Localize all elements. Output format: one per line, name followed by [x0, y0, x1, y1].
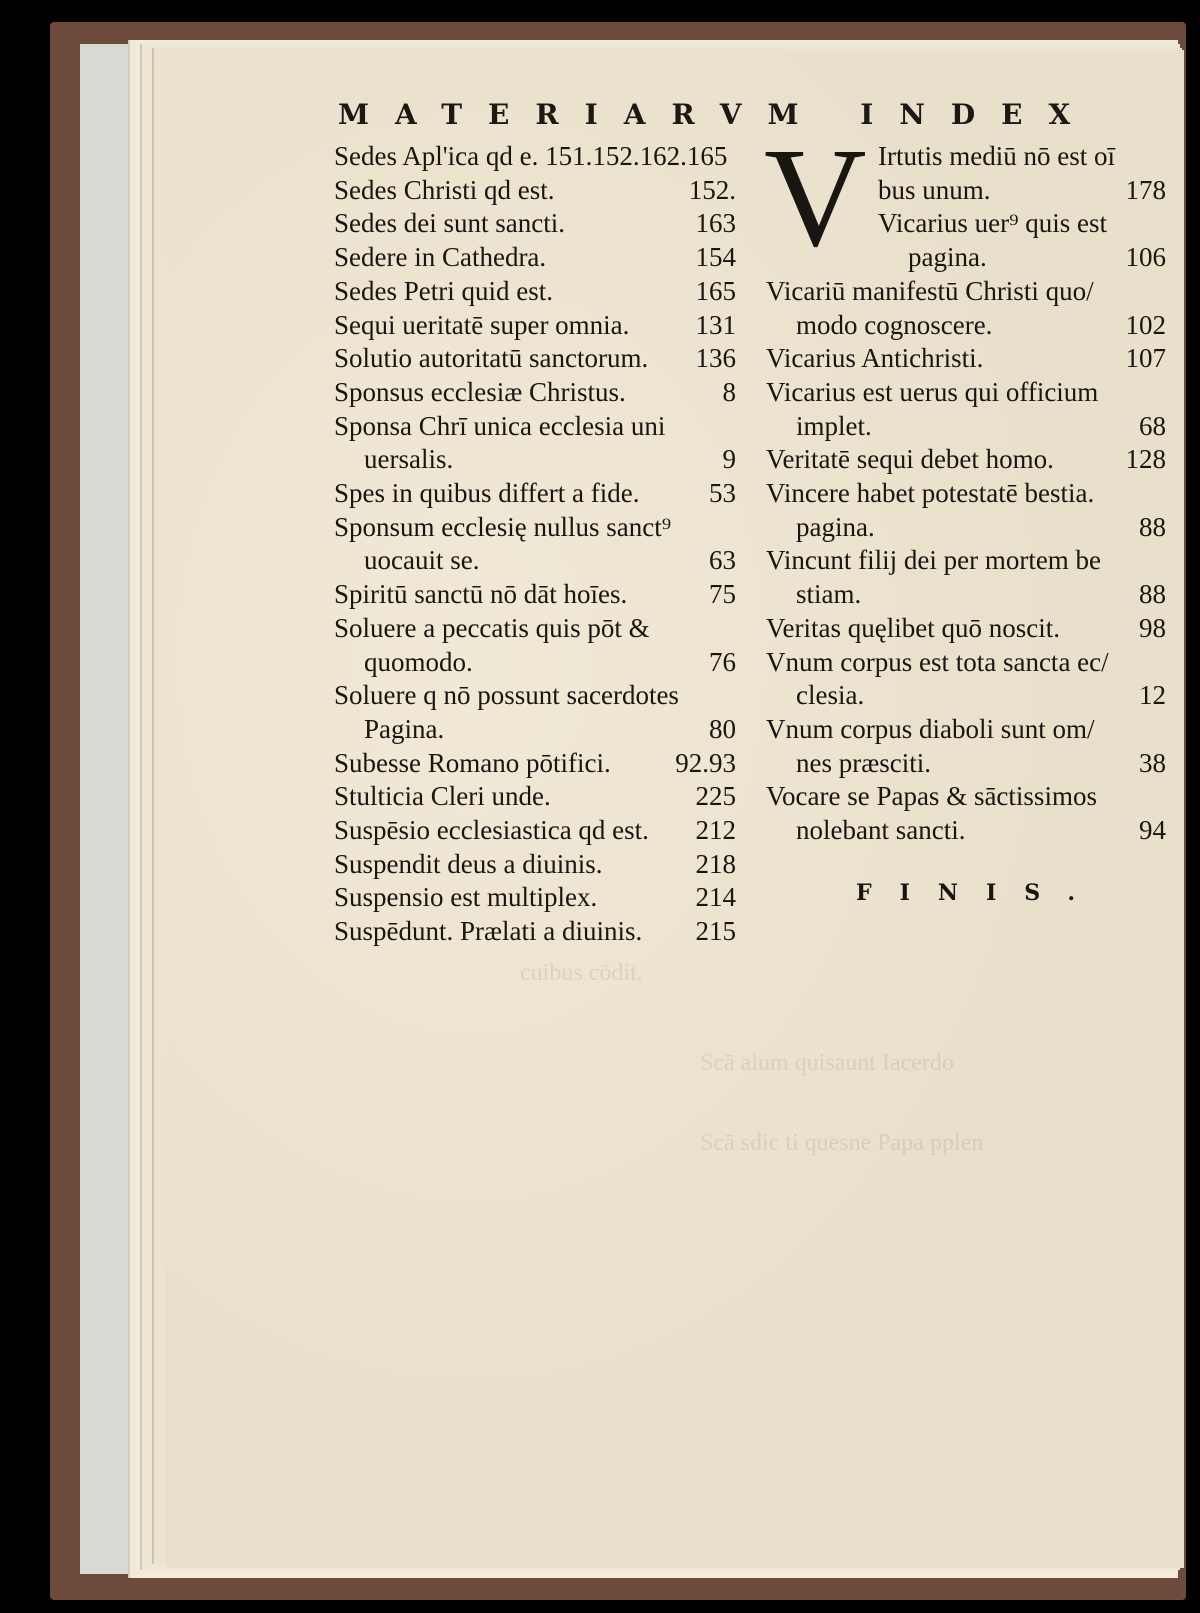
- entry-text: Sedes dei sunt sancti.: [334, 208, 565, 239]
- entry-line: [334, 174, 736, 208]
- entry-line: [334, 511, 736, 545]
- entry-line: [334, 544, 736, 578]
- entry-line: [334, 679, 736, 713]
- entry-line: [334, 612, 736, 646]
- entry-text: Sedere in Cathedra.: [334, 242, 547, 273]
- index-entry: [766, 612, 1166, 646]
- entry-line: [766, 713, 1166, 747]
- entry-text: uersalis.: [364, 444, 454, 475]
- entry-text: Sponsus ecclesiæ Christus.: [334, 376, 626, 407]
- entry-line: [334, 342, 736, 376]
- index-entry: [334, 207, 736, 241]
- entry-text: Sequi ueritatē super omnia.: [334, 309, 630, 340]
- index-entry: [766, 275, 1166, 342]
- entry-line: [334, 207, 736, 241]
- entry-line: [766, 410, 1166, 444]
- entry-line: [334, 376, 736, 410]
- entry-text: Soluere q nō possunt sacerdotes: [334, 680, 679, 711]
- entry-line: [334, 646, 736, 680]
- entry-text: Sponsa Chrī unica ecclesia uni: [334, 410, 666, 441]
- index-entry: [334, 578, 736, 612]
- page-number: 106: [1125, 242, 1166, 273]
- page-number: 98: [1139, 612, 1166, 643]
- entry-text: Vicariū manifestū Christi quo/: [766, 275, 1094, 306]
- entry-line: [878, 207, 1166, 241]
- entry-line: [334, 780, 736, 814]
- entry-text: Sedes Petri quid est.: [334, 275, 553, 306]
- entry-text: Suspendit deus a diuinis.: [334, 848, 603, 879]
- entry-text: pagina.: [908, 242, 987, 273]
- page-number: 215: [695, 916, 736, 947]
- entry-text: clesia.: [796, 680, 865, 711]
- entry-line: [878, 174, 1166, 208]
- index-entry: [334, 241, 736, 275]
- entry-line: [766, 747, 1166, 781]
- entry-text: pagina.: [796, 511, 875, 542]
- entry-text: Spes in quibus differt a fide.: [334, 478, 640, 509]
- entry-line: [766, 578, 1166, 612]
- page-number: 128: [1125, 444, 1166, 475]
- entry-line: [334, 477, 736, 511]
- entry-line: [766, 780, 1166, 814]
- page-number: 8: [722, 376, 736, 407]
- entry-line: [334, 309, 736, 343]
- page-number: 76: [709, 646, 736, 677]
- bleed-through-text: cuibus cōdit.: [520, 960, 643, 986]
- entry-line: [334, 814, 736, 848]
- index-entry: [766, 376, 1166, 443]
- entry-text: Veritas quęlibet quō noscit.: [766, 612, 1060, 643]
- entry-text: Solutio autoritatū sanctorum.: [334, 343, 649, 374]
- page-number: 9: [722, 444, 736, 475]
- entry-text: Pagina.: [364, 713, 445, 744]
- page-number: 38: [1139, 747, 1166, 778]
- entry-line: [334, 410, 736, 444]
- entry-line: [334, 881, 736, 915]
- entry-line: [878, 241, 1166, 275]
- page-number: 107: [1125, 343, 1166, 374]
- entry-text: Soluere a peccatis quis pōt &: [334, 612, 650, 643]
- bleed-through-text: Scā alum quisaunt Iacerdo: [700, 1050, 954, 1076]
- entry-text: Vocare se Papas & sāctissimos: [766, 781, 1097, 812]
- bleed-through-text: Scā sdic ti quesne Papa pplen: [700, 1130, 984, 1156]
- entry-text: Irtutis mediū nō est oī: [878, 141, 1115, 171]
- index-entry: [766, 477, 1166, 544]
- entry-text: nes præsciti.: [796, 747, 931, 778]
- running-header: MATERIARVM INDEX: [338, 98, 1097, 131]
- entry-text: stiam.: [796, 579, 862, 610]
- index-entry: [334, 848, 736, 882]
- entry-text: Suspensio est multiplex.: [334, 882, 598, 913]
- page-number: 63: [709, 545, 736, 576]
- index-entry: [766, 780, 1166, 847]
- entry-text: Vnum corpus diaboli sunt om/: [766, 713, 1095, 744]
- entry-text: Vicarius est uerus qui officium: [766, 376, 1099, 407]
- dropcap-letter: V: [764, 118, 867, 276]
- page-number: 88: [1139, 511, 1166, 542]
- entry-line: [334, 443, 736, 477]
- entry-line: [766, 342, 1166, 376]
- page-number: 152.: [688, 174, 736, 205]
- entry-line: [878, 140, 1166, 174]
- entry-text: Suspēsio ecclesiastica qd est.: [334, 815, 649, 846]
- page-number: 178: [1125, 174, 1166, 205]
- index-entry: [766, 646, 1166, 713]
- entry-text: Vnum corpus est tota sancta ec/: [766, 646, 1109, 677]
- entry-text: Spiritū sanctū nō dāt hoīes.: [334, 579, 628, 610]
- entry-text: Vincunt filij dei per mortem be: [766, 545, 1102, 576]
- entry-text: quomodo.: [364, 646, 473, 677]
- page-number: 163: [695, 208, 736, 239]
- index-entry: [766, 443, 1166, 477]
- index-column-left: [334, 140, 736, 949]
- entry-text: Vincere habet potestatē bestia.: [766, 478, 1095, 509]
- entry-line: [766, 679, 1166, 713]
- page-number: 165: [695, 275, 736, 306]
- entry-text: Vicarius uer⁹ quis est: [878, 208, 1107, 239]
- page-number: 102: [1125, 309, 1166, 340]
- index-entry: [334, 140, 736, 174]
- entry-text: Vicarius Antichristi.: [766, 343, 984, 374]
- entry-text: Sponsum ecclesię nullus sanct⁹: [334, 511, 672, 542]
- entry-text: modo cognoscere.: [796, 309, 993, 340]
- page-number: 53: [709, 478, 736, 509]
- entry-text: uocauit se.: [364, 545, 480, 576]
- entry-text: Veritatē sequi debet homo.: [766, 444, 1054, 475]
- entry-text: nolebant sancti.: [796, 815, 966, 846]
- page-number: 92.93: [675, 747, 736, 778]
- entry-line: [766, 376, 1166, 410]
- index-entry: [766, 342, 1166, 376]
- index-entry: [334, 275, 736, 309]
- entry-text: Sedes Apl'ica qd e. 151.152.162.165: [334, 141, 728, 171]
- page-number: 136: [695, 343, 736, 374]
- entry-line: [766, 511, 1166, 545]
- entry-line: [334, 848, 736, 882]
- index-entry: [334, 747, 736, 781]
- page-number: 154: [695, 242, 736, 273]
- page-number: 218: [695, 848, 736, 879]
- index-entry: [334, 511, 736, 578]
- page-number: 80: [709, 713, 736, 744]
- index-entry: [334, 612, 736, 679]
- page-number: 225: [695, 781, 736, 812]
- entry-line: [334, 241, 736, 275]
- index-entry: [334, 376, 736, 410]
- index-entry: [334, 174, 736, 208]
- index-entry: [334, 477, 736, 511]
- index-entry: [334, 679, 736, 746]
- entry-line: [766, 443, 1166, 477]
- entry-line: [766, 544, 1166, 578]
- index-entry: [766, 713, 1166, 780]
- entry-line: [766, 646, 1166, 680]
- entry-line: [766, 477, 1166, 511]
- entry-line: [766, 814, 1166, 848]
- entry-text: bus unum.: [878, 174, 991, 205]
- entry-text: Sedes Christi qd est.: [334, 174, 555, 205]
- index-entry: [334, 410, 736, 477]
- index-entry: [334, 780, 736, 814]
- index-column-right: [764, 118, 1166, 848]
- entry-text: Suspēdunt. Prælati a diuinis.: [334, 916, 643, 947]
- dropcap-entry: [764, 118, 1166, 276]
- page-number: 131: [695, 309, 736, 340]
- page-number: 214: [695, 882, 736, 913]
- page-number: 94: [1139, 815, 1166, 846]
- entry-text: Subesse Romano pōtifici.: [334, 747, 611, 778]
- page-number: 88: [1139, 579, 1166, 610]
- entry-line: [334, 713, 736, 747]
- index-entry: [334, 915, 736, 949]
- entry-line: [766, 275, 1166, 309]
- page-number: 212: [695, 815, 736, 846]
- entry-text: Stulticia Cleri unde.: [334, 781, 551, 812]
- entry-text: implet.: [796, 410, 872, 441]
- finis-colophon: FINIS.: [856, 880, 1104, 906]
- entry-line: [334, 578, 736, 612]
- index-entry: [334, 309, 736, 343]
- entry-line: [334, 275, 736, 309]
- entry-line: [334, 747, 736, 781]
- index-entry: [334, 881, 736, 915]
- entry-line: [334, 140, 736, 174]
- index-entry: [334, 342, 736, 376]
- page-number: 75: [709, 579, 736, 610]
- index-entries: [766, 275, 1166, 848]
- page-number: 68: [1139, 410, 1166, 441]
- entry-line: [334, 915, 736, 949]
- entry-line: [766, 612, 1166, 646]
- index-entry: [334, 814, 736, 848]
- page-number: 12: [1139, 680, 1166, 711]
- index-entry: [766, 544, 1166, 611]
- entry-line: [766, 309, 1166, 343]
